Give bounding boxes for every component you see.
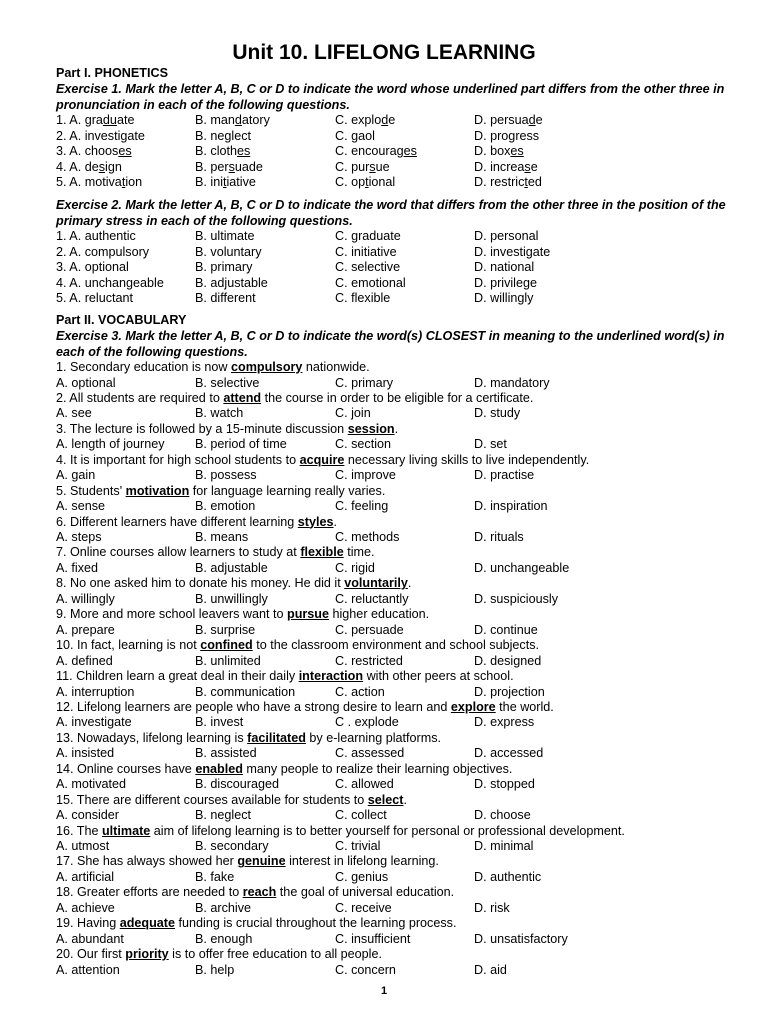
answer-option: C. join — [335, 406, 371, 421]
answer-option: B. neglect — [195, 808, 252, 823]
answer-option: B. invest — [195, 715, 244, 730]
exercise-2-instruction: Exercise 2. Mark the letter A, B, C or D to indicate the word that differs from the other three in the position of the primary stress in each of the following questions. — [56, 198, 726, 228]
question-text: 14. Online courses have — [56, 761, 196, 776]
underlined-keyword: motivation — [125, 483, 190, 498]
answer-option: D. boxes — [474, 144, 524, 158]
question-text: . — [394, 421, 399, 436]
question-text: 6. Different learners have different learning — [56, 514, 298, 529]
answer-option: 2. A. compulsory — [56, 244, 150, 259]
answer-option: A. sense — [56, 499, 106, 514]
answer-option: B. ultimate — [195, 229, 255, 243]
answer-option: D. projection — [474, 684, 545, 699]
question-stem — [56, 854, 736, 870]
answer-option: D. risk — [474, 900, 510, 915]
answer-option: B. voluntary — [195, 244, 262, 259]
answer-option: D. privilege — [474, 275, 537, 290]
answer-option: D. express — [474, 715, 535, 730]
answer-option: D. practise — [474, 468, 535, 483]
question-stem — [56, 391, 736, 407]
underlined-keyword: enabled — [195, 761, 243, 776]
question-text: 20. Our first — [56, 947, 126, 962]
answer-option: D. progress — [474, 128, 540, 143]
answer-option: A. motivated — [56, 777, 126, 792]
underlined-keyword: adequate — [119, 916, 176, 931]
answer-option: C. explode — [335, 113, 396, 127]
underlined-keyword: interaction — [298, 669, 364, 683]
question-stem — [56, 731, 736, 747]
answer-option: 3. A. chooses — [56, 144, 132, 158]
question-stem — [56, 793, 736, 809]
question-text: the goal of universal education. — [276, 885, 455, 900]
answer-option: C. feeling — [335, 499, 389, 514]
question-text: 4. It is important for high school students to — [56, 452, 300, 467]
underlined-keyword: voluntarily — [344, 576, 408, 591]
underlined-keyword: compulsory — [231, 360, 303, 374]
underlined-sound: es — [403, 144, 417, 158]
question-stem — [56, 484, 736, 500]
question-stem — [56, 576, 736, 592]
question-stem — [56, 700, 736, 716]
answer-option: D. minimal — [474, 839, 534, 853]
answer-option: 4. A. design — [56, 159, 122, 174]
answer-option: B. discouraged — [195, 777, 280, 792]
answer-option: D. choose — [474, 808, 531, 823]
answer-option: D. restricted — [474, 175, 542, 189]
underlined-sound: d — [528, 113, 536, 127]
answer-option: D. inspiration — [474, 499, 548, 514]
question-text: time. — [343, 545, 375, 560]
underlined-sound: s — [369, 159, 376, 174]
underlined-keyword: ultimate — [101, 823, 151, 838]
answer-option: D. accessed — [474, 746, 544, 761]
question-text: necessary living skills to live independently. — [344, 452, 590, 467]
answer-option: B. clothes — [195, 144, 251, 158]
answer-option: B. secondary — [195, 839, 269, 853]
underlined-sound: d — [381, 113, 389, 127]
answer-option: D. personal — [474, 229, 539, 243]
question-text: interest in lifelong learning. — [285, 854, 439, 869]
underlined-keyword: confined — [200, 638, 253, 653]
underlined-keyword: flexible — [300, 545, 344, 560]
question-text: . — [403, 792, 407, 807]
answer-option: D. unchangeable — [474, 560, 570, 575]
question-stem — [56, 607, 736, 623]
answer-option: C. rigid — [335, 560, 375, 575]
answer-option: A. artificial — [56, 869, 115, 884]
answer-option: B. emotion — [195, 499, 256, 514]
question-text: 19. Having — [56, 916, 120, 931]
answer-option: C. collect — [335, 808, 387, 823]
answer-option: A. consider — [56, 808, 119, 823]
answer-option: B. communication — [195, 684, 296, 699]
answer-option: C. primary — [335, 375, 394, 390]
answer-option: D. aid — [474, 962, 507, 977]
answer-option: A. willingly — [56, 591, 115, 606]
answer-option: D. suspiciously — [474, 591, 558, 606]
underlined-sound: t — [524, 175, 528, 189]
answer-option: B. period of time — [195, 437, 287, 452]
answer-option: D. rituals — [474, 530, 524, 544]
question-text: 15. There are different courses available for students to — [56, 792, 368, 807]
answer-option: D. national — [474, 260, 535, 274]
underlined-keyword: attend — [223, 390, 262, 405]
answer-option: C. gaol — [335, 128, 375, 143]
underlined-sound: s — [98, 159, 106, 174]
answer-option: D. set — [474, 437, 507, 452]
question-stem — [56, 669, 736, 685]
question-stem — [56, 545, 736, 561]
question-text: 7. Online courses allow learners to study at — [56, 545, 301, 560]
answer-option: B. means — [195, 530, 249, 544]
answer-option: A. utmost — [56, 839, 110, 853]
question-text: . — [407, 576, 412, 591]
question-stem — [56, 453, 736, 469]
answer-option: C. initiative — [335, 244, 397, 259]
question-text: . — [333, 514, 337, 529]
answer-option: C. pursue — [335, 159, 390, 174]
question-stem — [56, 422, 736, 438]
question-stem — [56, 762, 736, 778]
question-text: the world. — [495, 699, 554, 714]
exercise-3-instruction: Exercise 3. Mark the letter A, B, C or D to indicate the word(s) CLOSEST in meaning to the underlined word(s) in each of the following questions. — [56, 329, 725, 359]
answer-option: D. investigate — [474, 244, 551, 259]
answer-option: B. help — [195, 962, 235, 977]
answer-option: 1. A. graduate — [56, 113, 135, 127]
answer-option: C. genius — [335, 869, 389, 884]
answer-option: C. emotional — [335, 275, 406, 290]
answer-option: A. length of journey — [56, 437, 165, 452]
answer-option: 1. A. authentic — [56, 229, 136, 243]
underlined-keyword: reach — [242, 885, 277, 900]
answer-option: B. fake — [195, 869, 235, 884]
answer-option: C. concern — [335, 962, 396, 977]
answer-option: B. different — [195, 291, 256, 305]
underlined-sound: g — [120, 128, 128, 143]
answer-option: B. assisted — [195, 746, 257, 761]
answer-option: 3. A. optional — [56, 260, 129, 274]
answer-option: A. abundant — [56, 931, 124, 946]
answer-option: D. stopped — [474, 777, 535, 792]
underlined-keyword: priority — [125, 947, 169, 962]
answer-option: B. persuade — [195, 159, 263, 174]
underlined-sound: g — [351, 128, 359, 143]
answer-option: D. increase — [474, 159, 538, 174]
answer-option: A. achieve — [56, 900, 115, 915]
answer-option: B. adjustable — [195, 275, 268, 290]
answer-option: C. optional — [335, 175, 396, 189]
answer-option: B. unwillingly — [195, 591, 268, 606]
answer-option: D. authentic — [474, 869, 542, 884]
answer-option: C . explode — [335, 715, 399, 730]
answer-option: D. willingly — [474, 291, 534, 305]
answer-option: D. designed — [474, 653, 542, 668]
question-stem — [56, 885, 736, 901]
question-text: 2. All students are required to — [56, 390, 224, 405]
answer-option: A. interruption — [56, 684, 135, 699]
answer-option: C. persuade — [335, 622, 404, 637]
underlined-sound: es — [510, 144, 524, 158]
answer-option: D. mandatory — [474, 375, 550, 390]
question-text: the course in order to be eligible for a certificate. — [261, 390, 534, 405]
question-text: to the classroom environment and school subjects. — [252, 638, 540, 653]
underlined-sound: t — [223, 175, 227, 189]
answer-option: B. watch — [195, 406, 244, 421]
question-text: funding is crucial throughout the learning process. — [175, 916, 457, 931]
answer-option: C. allowed — [335, 777, 394, 792]
page-title: Unit 10. LIFELONG LEARNING — [232, 41, 536, 64]
answer-option: C. reluctantly — [335, 591, 409, 606]
underlined-sound: du — [102, 113, 117, 127]
underlined-keyword: acquire — [299, 452, 345, 467]
answer-option: C. selective — [335, 260, 401, 274]
underlined-sound: es — [237, 144, 251, 158]
question-text: with other peers at school. — [363, 669, 514, 683]
question-text: 12. Lifelong learners are people who have a strong desire to learn and — [56, 699, 451, 714]
answer-option: C. improve — [335, 468, 396, 483]
answer-option: C. flexible — [335, 291, 391, 305]
answer-option: A. optional — [56, 375, 116, 390]
question-stem — [56, 824, 736, 840]
answer-option: B. surprise — [195, 622, 256, 637]
section-heading-phonetics: Part I. PHONETICS — [56, 66, 168, 80]
answer-option: A. prepare — [56, 622, 115, 637]
answer-option: A. gain — [56, 468, 96, 483]
question-stem — [56, 947, 736, 963]
question-stem — [56, 515, 736, 531]
question-text: for language learning really varies. — [189, 483, 386, 498]
underlined-sound: t — [365, 175, 369, 189]
answer-option: B. neglect — [195, 128, 252, 143]
answer-option: D. continue — [474, 622, 538, 637]
question-text: 13. Nowadays, lifelong learning is — [56, 730, 248, 745]
question-text: 9. More and more school leavers want to — [56, 607, 287, 622]
answer-option: C. receive — [335, 900, 392, 915]
question-text: 18. Greater efforts are needed to — [56, 885, 243, 900]
answer-option: B. initiative — [195, 175, 256, 189]
question-text: 16. The — [56, 823, 102, 838]
answer-option: C. methods — [335, 530, 400, 544]
answer-option: C. action — [335, 684, 385, 699]
answer-option: C. restricted — [335, 653, 403, 668]
answer-option: B. adjustable — [195, 560, 268, 575]
question-text: 8. No one asked him to donate his money. He did it — [56, 576, 345, 591]
answer-option: B. archive — [195, 900, 251, 915]
question-text: aim of lifelong learning is to better yourself for personal or professional development. — [150, 823, 625, 838]
answer-option: B. enough — [195, 931, 253, 946]
underlined-keyword: styles — [297, 514, 334, 529]
underlined-sound: g — [508, 128, 516, 143]
underlined-keyword: facilitated — [247, 730, 306, 745]
underlined-keyword: session — [347, 421, 395, 436]
underlined-sound: t — [121, 175, 126, 189]
question-stem — [56, 360, 736, 376]
answer-option: A. attention — [56, 962, 120, 977]
answer-option: C. graduate — [335, 229, 401, 243]
underlined-sound: es — [118, 144, 132, 158]
answer-option: 5. A. reluctant — [56, 291, 134, 305]
answer-option: A. insisted — [56, 746, 115, 761]
answer-option: B. selective — [195, 375, 260, 390]
question-text: 17. She has always showed her — [56, 854, 238, 869]
question-text: many people to realize their learning objectives. — [242, 761, 513, 776]
answer-option: A. see — [56, 406, 92, 421]
underlined-sound: g — [224, 128, 232, 143]
question-text: by e-learning platforms. — [305, 730, 442, 745]
question-text: 5. Students' — [56, 483, 126, 498]
answer-option: B. possess — [195, 468, 257, 483]
answer-option: A. fixed — [56, 560, 98, 575]
answer-option: A. defined — [56, 653, 113, 668]
answer-option: C. assessed — [335, 746, 405, 761]
answer-option: 5. A. motivation — [56, 175, 143, 189]
question-text: nationwide. — [302, 360, 370, 374]
underlined-sound: d — [234, 113, 242, 127]
answer-option: A. steps — [56, 530, 102, 544]
question-stem — [56, 638, 736, 654]
answer-option: B. primary — [195, 260, 253, 274]
question-text: 3. The lecture is followed by a 15-minute discussion — [56, 421, 348, 436]
answer-option: C. trivial — [335, 839, 381, 853]
exercise-1-instruction: Exercise 1. Mark the letter A, B, C or D to indicate the word whose underlined part differs from the other three in pronunciation in each of the following questions. — [56, 82, 725, 112]
underlined-sound: s — [524, 159, 531, 174]
question-text: is to offer free education to all people. — [168, 947, 382, 962]
answer-option: D. unsatisfactory — [474, 931, 568, 946]
underlined-keyword: explore — [450, 699, 496, 714]
question-text: higher education. — [329, 607, 430, 622]
section-heading-vocabulary: Part II. VOCABULARY — [56, 313, 187, 327]
answer-option: C. insufficient — [335, 931, 411, 946]
underlined-keyword: pursue — [287, 607, 329, 622]
answer-option: B. mandatory — [195, 113, 270, 127]
answer-option: D. persuade — [474, 113, 543, 127]
answer-option: 4. A. unchangeable — [56, 275, 164, 290]
answer-option: D. study — [474, 406, 521, 421]
answer-option: C. encourages — [335, 144, 417, 158]
underlined-sound: s — [228, 159, 235, 174]
question-stem — [56, 916, 736, 932]
answer-option: A. investigate — [56, 715, 132, 730]
question-text: 11. Children learn a great deal in their daily — [56, 669, 299, 683]
underlined-keyword: select — [367, 792, 404, 807]
answer-option: B. unlimited — [195, 653, 261, 668]
page-number: 1 — [380, 985, 388, 997]
question-text: 10. In fact, learning is not — [56, 638, 201, 653]
answer-option: C. section — [335, 437, 391, 452]
underlined-keyword: genuine — [237, 854, 286, 869]
answer-option: 2. A. investigate — [56, 128, 145, 143]
question-text: 1. Secondary education is now — [56, 360, 232, 374]
